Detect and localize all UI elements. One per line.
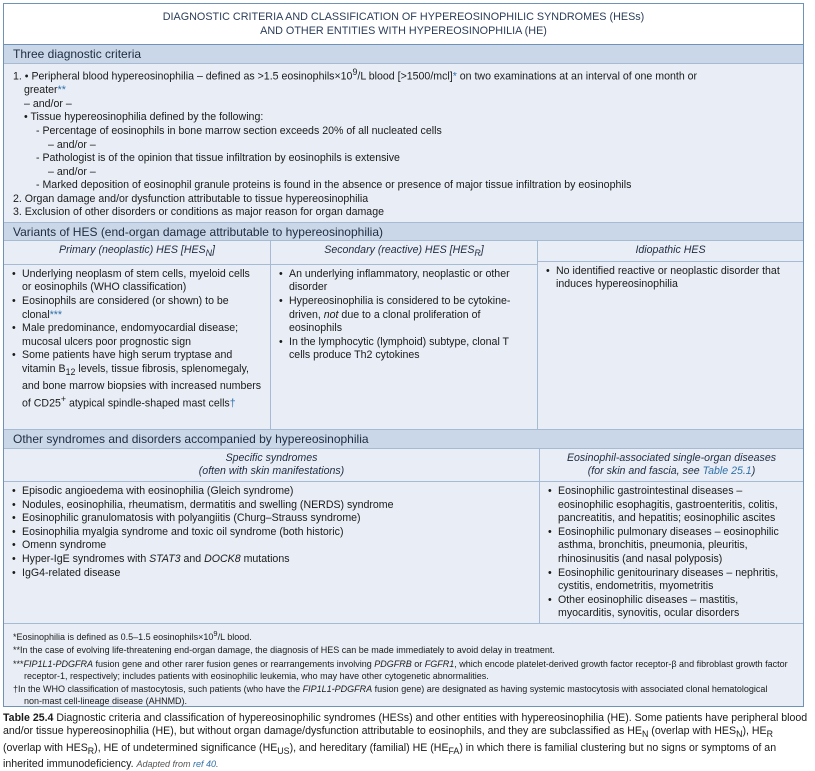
list-item: • No identified reactive or neoplastic disorder that induces hypereosinophilia	[546, 265, 795, 292]
tissue-item-3: - Marked deposition of eosinophil granule proteins is found in the absence or presence of major tissue infiltration by eosinophils	[36, 179, 632, 192]
tissue-intro-text: Tissue hypereosinophilia defined by the following:	[30, 111, 264, 124]
secondary-head-text: Secondary (reactive) HES [HES	[324, 244, 475, 257]
footnote-4	[13, 684, 794, 696]
criterion-1-text: Peripheral blood hypereosinophilia – defined as >1.5 eosinophils×10	[31, 70, 353, 83]
secondary-hes-column	[271, 241, 538, 429]
footnote-1-text: Eosinophilia is defined as 0.5–1.5 eosinophils×10	[16, 631, 214, 642]
list-item: • Nodules, eosinophilia, rheumatism, dermatitis and swelling (NERDS) syndrome	[12, 499, 531, 513]
list-item: • Eosinophilia myalgia syndrome and toxic oil syndrome (both historic)	[12, 526, 531, 540]
reference-link[interactable]: ref 40	[193, 758, 217, 769]
primary-hes-column	[4, 241, 271, 429]
caption-sub: N	[736, 729, 743, 740]
footnote-mark: *	[13, 631, 17, 642]
specific-syndromes-column	[4, 449, 540, 623]
footnote-3	[13, 659, 794, 671]
caption-text-1: Diagnostic criteria and classification of hypereosinophilic syndromes (HESs) and other entities with hypereosinophilia (HE). Some patients have peripheral blood and/or tissue hypereosinophilia (HE), but without organ damage/dysfunction attributable to eosinophils, and they are subclassified as HE	[3, 712, 808, 738]
criterion-1-text-b: /L blood [>1500/mcl]	[357, 70, 453, 83]
list-item	[12, 553, 531, 567]
gene-dock8: DOCK8	[204, 552, 241, 565]
caption-sub: US	[277, 745, 290, 756]
caption-text-3: ), HE	[742, 725, 767, 738]
single-organ-body	[540, 482, 803, 623]
gene-stat3: STAT3	[149, 552, 181, 565]
primary-b4-text-b: levels, tissue fibrosis, splenomegaly, and bone marrow biopsies with increased numbers of CD25	[22, 362, 262, 410]
caption-text-6: ), and hereditary (familial) HE (HE	[289, 741, 449, 754]
single-heading-line-2	[544, 465, 799, 479]
hyper-ige-text-a: Hyper-IgE syndromes with	[22, 552, 150, 565]
secondary-b2-text-b: due to a clonal proliferation of eosinophils	[289, 308, 481, 335]
andor-text: – and/or –	[48, 165, 96, 178]
footnote-mark: †	[13, 684, 19, 695]
footnote-mark: ***	[49, 308, 63, 321]
idiopathic-hes-heading: Idiopathic HES	[538, 241, 803, 262]
secondary-b2-text-a: Hypereosinophilia is considered to be cytokine-driven,	[289, 294, 511, 321]
criterion-1-text-c: on two examinations at an interval of one month or	[456, 70, 698, 83]
footnote-4-line-2: non-mast cell-lineage disease (AHNMD).	[24, 695, 188, 706]
primary-head-sub: N	[205, 248, 213, 259]
list-item: • Eosinophilic genitourinary diseases – nephritis, cystitis, endometritis, myometritis	[548, 567, 795, 594]
list-item	[12, 295, 262, 322]
gene-pdgfrb: PDGFRB	[374, 659, 412, 670]
single-heading-end: )	[751, 465, 756, 478]
gene-fip1l1-pdgfra: FIP1L1-PDGFRA	[302, 684, 373, 695]
criterion-1-sup: 9	[352, 67, 358, 77]
caption-sub: N	[641, 729, 649, 740]
section-heading-other: Other syndromes and disorders accompanied by hypereosinophilia	[4, 430, 803, 449]
single-organ-column	[540, 449, 803, 623]
specific-syndromes-body	[4, 482, 539, 617]
footnote-2	[13, 645, 794, 657]
gene-fgfr1: FGFR1	[424, 659, 455, 670]
tissue-item-1: - Percentage of eosinophils in bone marrow section exceeds 20% of all nucleated cells	[36, 124, 442, 137]
footnote-3-text-c: , which encode platelet-derived growth factor receptor-β and fibroblast growth factor	[454, 659, 788, 670]
criterion-2: 2. Organ damage and/or dysfunction attributable to tissue hypereosinophilia	[13, 192, 369, 205]
footnote-4-text-b: fusion gene) are designated as having systemic mastocytosis with associated clonal hematological	[372, 684, 768, 695]
list-item: • Eosinophilic pulmonary diseases – eosinophilic asthma, bronchitis, pneumonia, pleuritis, rhinosinusitis (and nasal polyposis)	[548, 526, 795, 567]
list-item: • Omenn syndrome	[12, 539, 531, 553]
primary-b2-text: Eosinophils are considered (or shown) to be clonal	[22, 294, 229, 321]
footnote-3-text-b: or	[411, 659, 425, 670]
list-item	[12, 349, 262, 411]
title-line-1: DIAGNOSTIC CRITERIA AND CLASSIFICATION OF HYPEREOSINOPHILIC SYNDROMES (HESs)	[162, 11, 645, 23]
secondary-b2-emphasis: not	[323, 308, 339, 321]
footnote-mark: †	[229, 397, 236, 410]
list-item: • Underlying neoplasm of stem cells, myeloid cells or eosinophils (WHO classification)	[12, 268, 262, 295]
adapted-end: .	[216, 758, 219, 769]
footnote-3-text-a: fusion gene and other rarer fusion genes or rearrangements involving	[93, 659, 375, 670]
primary-b4-sup: +	[60, 394, 67, 405]
primary-b4-text-a: Some patients have high serum tryptase and vitamin B	[22, 349, 233, 375]
table-reference-link[interactable]: Table 25.1	[702, 465, 752, 478]
list-item: • In the lymphocytic (lymphoid) subtype, clonal T cells produce Th2 cytokines	[279, 336, 529, 363]
section-heading-variants: Variants of HES (end-organ damage attributable to hypereosinophilia)	[4, 222, 803, 241]
list-item: • Eosinophilic granulomatosis with polyangiitis (Churg–Strauss syndrome)	[12, 512, 531, 526]
primary-head-text: Primary (neoplastic) HES [HES	[59, 244, 206, 257]
section-heading-criteria: Three diagnostic criteria	[4, 45, 803, 64]
caption-text-2: (overlap with HES	[648, 725, 737, 738]
criteria-body	[4, 64, 803, 222]
caption-sub: R	[87, 745, 95, 756]
list-item: • Episodic angioedema with eosinophilia (Gleich syndrome)	[12, 485, 531, 499]
list-item	[279, 295, 529, 336]
secondary-head-sub: R	[474, 248, 481, 259]
table-title	[4, 4, 803, 45]
list-item: • An underlying inflammatory, neoplastic or other disorder	[279, 268, 529, 295]
hyper-ige-text-c: mutations	[240, 552, 290, 565]
table-caption	[3, 712, 809, 771]
footnote-2-text: In the case of evolving life-threatening end-organ damage, the diagnosis of HES can be made immediately to avoid delay in treatment.	[20, 645, 555, 656]
caption-sub: R	[766, 729, 773, 740]
single-heading-text: (for skin and fascia, see	[587, 465, 703, 478]
footnotes	[4, 623, 803, 710]
footnote-mark: ***	[13, 659, 24, 670]
specific-heading-line-2: (often with skin manifestations)	[198, 465, 345, 478]
list-item: • Other eosinophilic diseases – mastitis, myocarditis, synovitis, ocular disorders	[548, 594, 795, 621]
secondary-hes-heading: Secondary (reactive) HES $[HES_R]$	[271, 241, 537, 265]
caption-text-4: (overlap with HES	[3, 741, 88, 754]
criterion-1-greater: greater	[24, 84, 58, 97]
specific-heading-line-1: Specific syndromes	[225, 451, 318, 464]
footnote-mark: *	[452, 70, 457, 83]
idiopathic-hes-column	[538, 241, 803, 429]
adapted-text: Adapted from	[136, 758, 194, 769]
gene-fip1l1-pdgfra: FIP1L1-PDGFRA	[23, 659, 94, 670]
title-line-2: AND OTHER ENTITIES WITH HYPEREOSINOPHILIA (HE)	[260, 24, 547, 37]
footnote-mark: **	[13, 645, 21, 656]
footnote-1-sup: 9	[213, 628, 218, 638]
single-organ-heading	[540, 449, 803, 482]
primary-hes-body	[4, 265, 270, 429]
tissue-item-2: - Pathologist is of the opinion that tissue infiltration by eosinophils is extensive	[36, 152, 400, 165]
table-frame	[3, 3, 804, 707]
criterion-1-line-2	[13, 84, 794, 98]
footnote-1	[13, 628, 794, 644]
list-item: • IgG4-related disease	[12, 567, 531, 581]
secondary-hes-body	[271, 265, 537, 365]
caption-sub: FA	[448, 745, 460, 756]
criterion-3: 3. Exclusion of other disorders or conditions as major reason for organ damage	[13, 206, 384, 219]
criterion-1-number: 1.	[13, 70, 22, 83]
footnote-3-line-2: receptor-1, respectively; includes patients with eosinophilic leukemia, who may have other cytogenetic abnormalities.	[24, 670, 489, 681]
andor-text: – and/or –	[48, 138, 96, 151]
caption-label: Table 25.4	[3, 712, 54, 724]
variants-columns	[4, 241, 803, 430]
hyper-ige-text-b: and	[180, 552, 205, 565]
idiopathic-hes-body	[538, 262, 803, 294]
primary-hes-heading: Primary (neoplastic) HES $[HES_N]$	[4, 241, 270, 265]
footnote-1-text-b: /L blood.	[217, 631, 252, 642]
andor-text: – and/or –	[24, 97, 72, 110]
tissue-intro: • Tissue hypereosinophilia defined by the following:	[24, 111, 264, 124]
primary-b4-text-c: atypical spindle-shaped mast cells	[66, 397, 230, 410]
caption-text-5: ), HE of undetermined significance (HE	[94, 741, 278, 754]
criterion-1: 1. • Peripheral blood hypereosinophilia – defined as >1.5 $eosinophils\times 10^9/L$ blood [>1500/mcl]* on two examinations at an interval of one month or	[13, 67, 698, 83]
adapted-from	[136, 759, 218, 769]
primary-b4-sub: 12	[65, 367, 76, 378]
specific-syndromes-heading	[4, 449, 539, 482]
caption-text-7: ) in which there is familial clustering but no signs or symptoms of an inherited immunodeficiency.	[3, 741, 777, 770]
other-columns	[4, 449, 803, 623]
list-item: • Male predominance, endomyocardial disease; mucosal ulcers poor prognostic sign	[12, 322, 262, 349]
single-heading-line-1: Eosinophil-associated single-organ diseases	[566, 451, 777, 464]
footnote-4-text-a: In the WHO classification of mastocytosis, such patients (who have the	[18, 684, 303, 695]
list-item: • Eosinophilic gastrointestinal diseases – eosinophilic esophagitis, gastroenteritis, colitis, pancreatitis, and hepatitis; eosinophilic ascites	[548, 485, 795, 526]
footnote-mark: **	[57, 84, 66, 97]
